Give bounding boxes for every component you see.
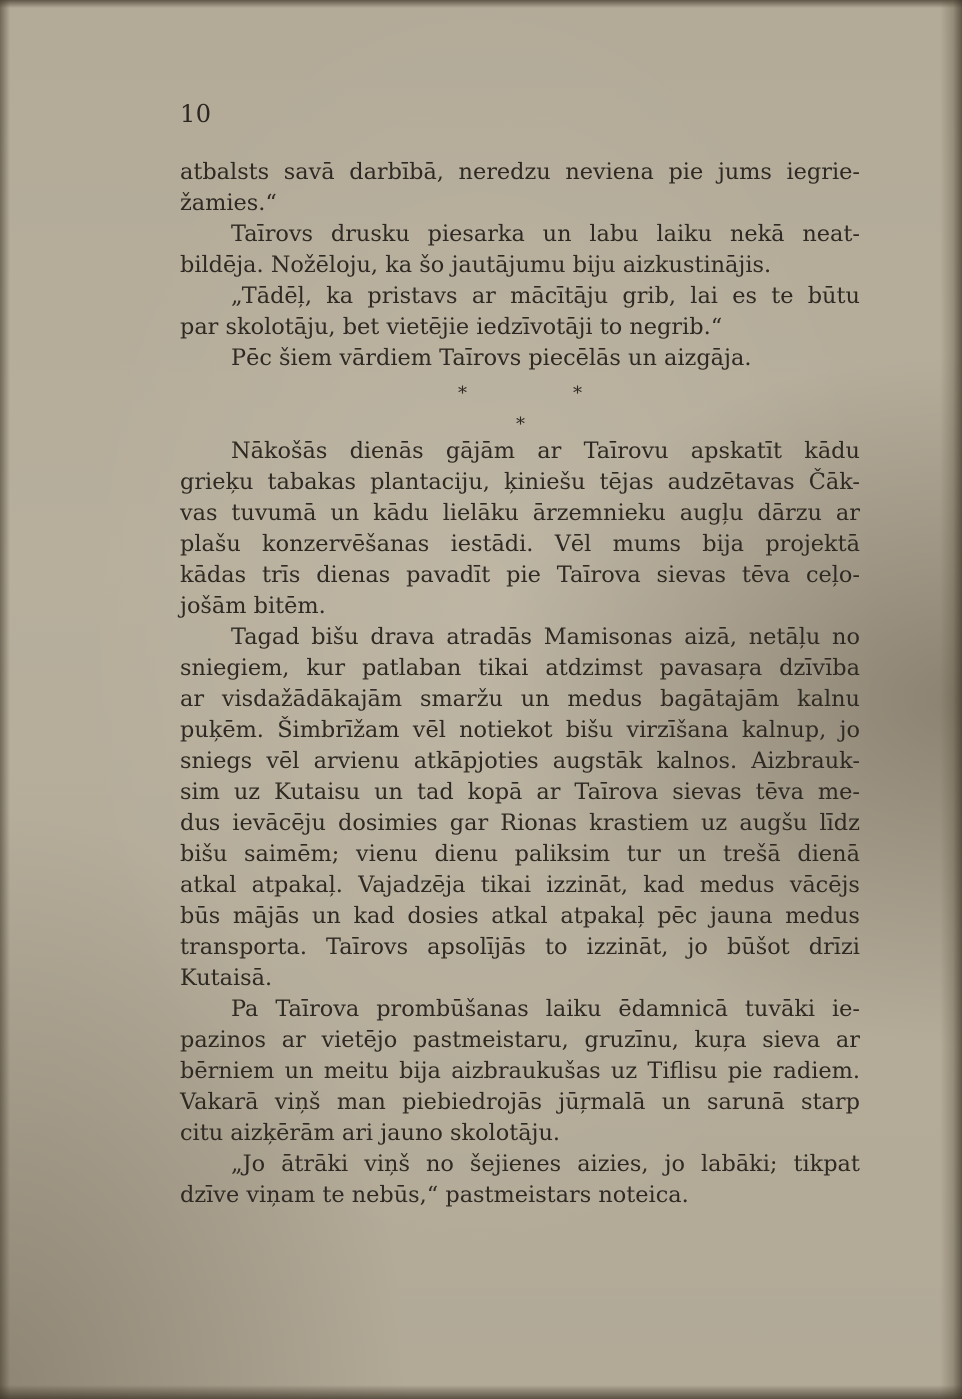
page-number: 10: [180, 100, 212, 128]
text-line: Pēc šiem vārdiem Taīrovs piecēlās un aizgāja.: [231, 345, 752, 371]
page-edge-bottom: [0, 1385, 962, 1399]
text-line: bērniem un meitu bija aizbraukušas uz Tiflisu pie radiem.: [180, 1058, 860, 1084]
text-line: kādas trīs dienas pavadīt pie Taīrova sievas tēva ceļo-: [180, 562, 860, 588]
section-separator-bottom: [180, 405, 860, 436]
text-line: bišu saimēm; vienu dienu paliksim tur un trešā dienā: [180, 841, 860, 867]
text-line: plašu konzervēšanas iestādi. Vēl mums bija projektā: [180, 531, 860, 557]
body-text: [180, 157, 860, 1211]
text-line: atkal atpakaļ. Vajadzēja tikai izzināt, kad medus vācējs: [180, 872, 860, 898]
text-line: citu aizķērām ari jauno skolotāju.: [180, 1120, 561, 1146]
text-line: sim uz Kutaisu un tad kopā ar Taīrova sievas tēva me-: [180, 779, 860, 805]
text-line: grieķu tabakas plantaciju, ķiniešu tējas audzētavas Čāk-: [180, 469, 860, 495]
text-line: atbalsts savā darbībā, neredzu neviena pie jums iegrie-: [180, 159, 860, 185]
page-edge-right: [940, 0, 962, 1399]
text-line: Nākošās dienās gājām ar Taīrovu apskatīt kādu: [231, 438, 860, 464]
text-line: Vakarā viņš man piebiedrojās jūŗmalā un sarunā starp: [180, 1089, 860, 1115]
separator-star: *: [573, 383, 582, 404]
text-line: dus ievācēju dosimies gar Rionas krastiem uz augšu līdz: [180, 810, 860, 836]
text-line: „Tādēļ, ka pristavs ar mācītāju grib, lai es te būtu: [231, 283, 860, 309]
separator-star: *: [516, 414, 525, 435]
text-line: bildēja. Nožēloju, ka šo jautājumu biju aizkustinājis.: [180, 252, 772, 278]
text-line: sniegs vēl arvienu atkāpjoties augstāk kalnos. Aizbrauk-: [180, 748, 860, 774]
text-line: transporta. Taīrovs apsolījās to izzināt, jo būšot drīzi: [180, 934, 860, 960]
text-line: žamies.“: [180, 190, 277, 216]
page-edge-top: [0, 0, 962, 8]
text-line: vas tuvumā un kādu lielāku ārzemnieku augļu dārzu ar: [180, 500, 860, 526]
text-line: Pa Taīrova prombūšanas laiku ēdamnicā tuvāki ie-: [231, 996, 860, 1022]
text-line: pazinos ar vietējo pastmeistaru, gruzīnu, kuŗa sieva ar: [180, 1027, 860, 1053]
text-line: jošām bitēm.: [180, 593, 326, 619]
page-edge-left: [0, 0, 10, 1399]
text-line: „Jo ātrāki viņš no šejienes aizies, jo labāki; tikpat: [231, 1151, 860, 1177]
separator-star: *: [458, 383, 467, 404]
text-line: būs mājās un kad dosies atkal atpakaļ pēc jauna medus: [180, 903, 860, 929]
text-line: puķēm. Šimbrīžam vēl notiekot bišu virzīšana kalnup, jo: [180, 717, 860, 743]
text-line: Taīrovs drusku piesarka un labu laiku nekā neat-: [231, 221, 860, 247]
text-line: ar visdažādākajām smaržu un medus bagātajām kalnu: [180, 686, 860, 712]
text-line: Tagad bišu drava atradās Mamisonas aizā, netāļu no: [231, 624, 860, 650]
text-line: Kutaisā.: [180, 965, 273, 991]
text-line: dzīve viņam te nebūs,“ pastmeistars noteica.: [180, 1182, 689, 1208]
text-line: sniegiem, kur patlaban tikai atdzimst pavasaŗa dzīvība: [180, 655, 860, 681]
section-separator-top: [180, 374, 860, 405]
text-line: par skolotāju, bet vietējie iedzīvotāji to negrib.“: [180, 314, 723, 340]
